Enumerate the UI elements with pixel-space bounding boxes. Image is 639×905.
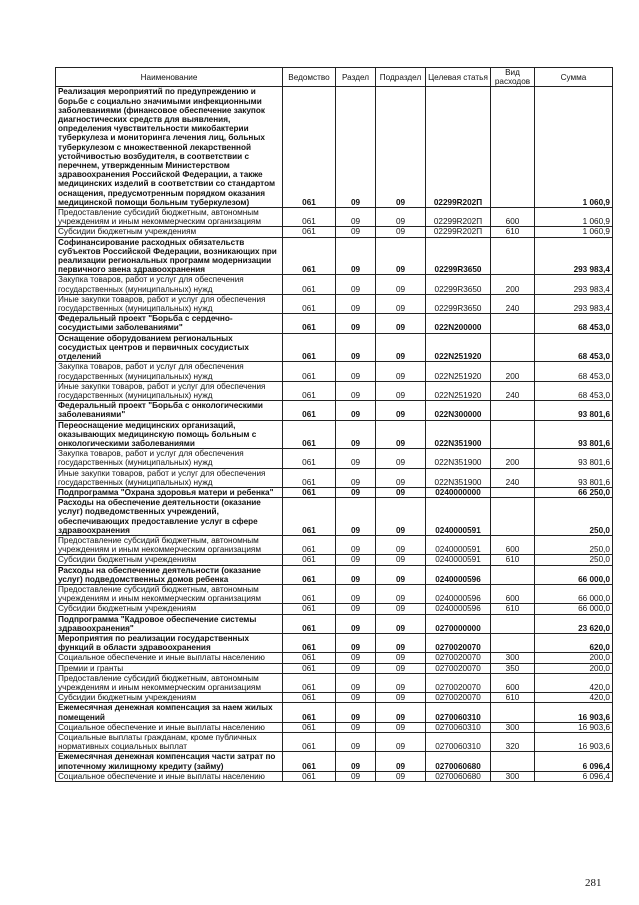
cell-exptype: 600 <box>491 584 535 603</box>
cell-subsection: 09 <box>376 633 426 652</box>
cell-exptype: 610 <box>491 555 535 565</box>
table-row <box>56 584 613 603</box>
cell-target: 0270020070 <box>426 633 491 652</box>
cell-section: 09 <box>336 614 376 633</box>
cell-subsection: 09 <box>376 333 426 362</box>
cell-exptype: 610 <box>491 604 535 614</box>
table-row <box>56 653 613 663</box>
cell-exptype <box>491 752 535 771</box>
cell-exptype: 610 <box>491 693 535 703</box>
cell-name: Подпрограмма "Охрана здоровья матери и ребенка" <box>56 487 283 497</box>
cell-section: 09 <box>336 604 376 614</box>
cell-exptype: 240 <box>491 468 535 487</box>
budget-table <box>55 67 613 782</box>
cell-section: 09 <box>336 565 376 584</box>
cell-dept: 061 <box>283 722 336 732</box>
cell-subsection: 09 <box>376 733 426 752</box>
cell-exptype <box>491 498 535 536</box>
table-row <box>56 535 613 554</box>
header-target: Целевая статья <box>426 68 491 87</box>
cell-name: Иные закупки товаров, работ и услуг для обеспечения государственных (муниципальных) нужд <box>56 294 283 313</box>
cell-target: 0270000000 <box>426 614 491 633</box>
cell-target: 02299R202П <box>426 87 491 208</box>
cell-subsection: 09 <box>376 498 426 536</box>
table-row <box>56 401 613 420</box>
cell-name: Закупка товаров, работ и услуг для обеспечения государственных (муниципальных) нужд <box>56 362 283 381</box>
cell-section: 09 <box>336 498 376 536</box>
cell-section: 09 <box>336 584 376 603</box>
cell-target: 0270060310 <box>426 722 491 732</box>
table-row <box>56 555 613 565</box>
cell-section: 09 <box>336 227 376 237</box>
cell-name: Иные закупки товаров, работ и услуг для обеспечения государственных (муниципальных) нужд <box>56 381 283 400</box>
cell-sum: 1 060,9 <box>535 87 613 208</box>
cell-exptype: 200 <box>491 449 535 468</box>
table-row <box>56 604 613 614</box>
cell-target: 022N251920 <box>426 362 491 381</box>
cell-sum: 93 801,6 <box>535 468 613 487</box>
cell-subsection: 09 <box>376 722 426 732</box>
cell-subsection: 09 <box>376 771 426 781</box>
cell-sum: 23 620,0 <box>535 614 613 633</box>
cell-target: 022N351900 <box>426 449 491 468</box>
table-row <box>56 362 613 381</box>
cell-name: Субсидии бюджетным учреждениям <box>56 555 283 565</box>
cell-section: 09 <box>336 771 376 781</box>
cell-exptype: 350 <box>491 663 535 673</box>
table-row <box>56 663 613 673</box>
cell-name: Подпрограмма "Кадровое обеспечение системы здравоохранения" <box>56 614 283 633</box>
cell-sum: 66 000,0 <box>535 584 613 603</box>
cell-subsection: 09 <box>376 693 426 703</box>
table-body <box>56 87 613 782</box>
cell-target: 0270060310 <box>426 703 491 722</box>
cell-dept: 061 <box>283 381 336 400</box>
cell-sum: 16 903,6 <box>535 733 613 752</box>
cell-dept: 061 <box>283 703 336 722</box>
cell-name: Реализация мероприятий по предупреждению и борьбе с социально значимыми инфекционными заболеваниями (финансовое обеспечение закупок диагностических средств для выявления, определения чувствительности микобактерии туберкулеза и мониторинга лечения лиц, больных туберкулезом с множественной лекарственной устойчивостью возбудителя, в соответствии с перечнем, утвержденным Министерством здравоохранения Российской Федерации, а также медицинских изделий в соответствии со стандартом оснащения, предусмотренным порядком оказания медицинской помощи больным туберкулезом) <box>56 87 283 208</box>
cell-section: 09 <box>336 555 376 565</box>
cell-dept: 061 <box>283 663 336 673</box>
cell-subsection: 09 <box>376 401 426 420</box>
cell-dept: 061 <box>283 468 336 487</box>
cell-target: 022N251920 <box>426 381 491 400</box>
cell-dept: 061 <box>283 565 336 584</box>
cell-exptype <box>491 237 535 275</box>
cell-name: Ежемесячная денежная компенсация за наем жилых помещений <box>56 703 283 722</box>
cell-subsection: 09 <box>376 653 426 663</box>
cell-dept: 061 <box>283 314 336 333</box>
cell-section: 09 <box>336 487 376 497</box>
cell-sum: 6 096,4 <box>535 752 613 771</box>
cell-dept: 061 <box>283 449 336 468</box>
cell-name: Федеральный проект "Борьба с онкологическими заболеваниями" <box>56 401 283 420</box>
cell-dept: 061 <box>283 771 336 781</box>
table-row <box>56 87 613 208</box>
header-dept: Ведомство <box>283 68 336 87</box>
cell-sum: 16 903,6 <box>535 722 613 732</box>
table-row <box>56 237 613 275</box>
cell-subsection: 09 <box>376 584 426 603</box>
table-row <box>56 722 613 732</box>
table-row <box>56 381 613 400</box>
cell-dept: 061 <box>283 733 336 752</box>
cell-target: 0240000596 <box>426 604 491 614</box>
cell-dept: 061 <box>283 633 336 652</box>
table-row <box>56 693 613 703</box>
cell-name: Предоставление субсидий бюджетным, автономным учреждениям и иным некоммерческим организациям <box>56 535 283 554</box>
table-row <box>56 227 613 237</box>
cell-dept: 061 <box>283 535 336 554</box>
table-row <box>56 673 613 692</box>
cell-sum: 1 060,9 <box>535 208 613 227</box>
cell-name: Переоснащение медицинских организаций, оказывающих медицинскую помощь больным с онкологическими заболеваниями <box>56 420 283 449</box>
cell-dept: 061 <box>283 555 336 565</box>
cell-exptype: 610 <box>491 227 535 237</box>
cell-target: 0240000596 <box>426 584 491 603</box>
cell-sum: 93 801,6 <box>535 449 613 468</box>
cell-name: Иные закупки товаров, работ и услуг для обеспечения государственных (муниципальных) нужд <box>56 468 283 487</box>
cell-sum: 200,0 <box>535 653 613 663</box>
cell-dept: 061 <box>283 498 336 536</box>
table-row <box>56 314 613 333</box>
cell-name: Субсидии бюджетным учреждениям <box>56 693 283 703</box>
table-row <box>56 468 613 487</box>
cell-exptype <box>491 614 535 633</box>
header-subsection: Подраздел <box>376 68 426 87</box>
cell-target: 022N351900 <box>426 420 491 449</box>
table-row <box>56 633 613 652</box>
cell-subsection: 09 <box>376 555 426 565</box>
header-name: Наименование <box>56 68 283 87</box>
cell-dept: 061 <box>283 604 336 614</box>
cell-sum: 420,0 <box>535 693 613 703</box>
cell-name: Социальное обеспечение и иные выплаты населению <box>56 722 283 732</box>
cell-target: 02299R3650 <box>426 237 491 275</box>
cell-section: 09 <box>336 722 376 732</box>
cell-target: 0240000591 <box>426 535 491 554</box>
cell-section: 09 <box>336 733 376 752</box>
table-row <box>56 333 613 362</box>
cell-name: Социальное обеспечение и иные выплаты населению <box>56 771 283 781</box>
cell-dept: 061 <box>283 237 336 275</box>
cell-exptype: 300 <box>491 653 535 663</box>
cell-subsection: 09 <box>376 227 426 237</box>
cell-section: 09 <box>336 633 376 652</box>
cell-name: Ежемесячная денежная компенсация части затрат по ипотечному жилищному кредиту (займу) <box>56 752 283 771</box>
cell-target: 02299R202П <box>426 227 491 237</box>
cell-subsection: 09 <box>376 703 426 722</box>
table-row <box>56 420 613 449</box>
cell-subsection: 09 <box>376 487 426 497</box>
cell-section: 09 <box>336 752 376 771</box>
table-row <box>56 565 613 584</box>
table-row <box>56 614 613 633</box>
cell-subsection: 09 <box>376 614 426 633</box>
table-row <box>56 703 613 722</box>
table-header <box>56 68 613 87</box>
cell-subsection: 09 <box>376 663 426 673</box>
cell-target: 0270020070 <box>426 653 491 663</box>
cell-exptype: 240 <box>491 294 535 313</box>
cell-sum: 6 096,4 <box>535 771 613 781</box>
cell-dept: 061 <box>283 275 336 294</box>
cell-sum: 66 250,0 <box>535 487 613 497</box>
cell-section: 09 <box>336 275 376 294</box>
cell-subsection: 09 <box>376 208 426 227</box>
cell-exptype: 300 <box>491 722 535 732</box>
cell-subsection: 09 <box>376 294 426 313</box>
cell-exptype <box>491 314 535 333</box>
cell-exptype: 200 <box>491 275 535 294</box>
cell-sum: 93 801,6 <box>535 401 613 420</box>
cell-dept: 061 <box>283 584 336 603</box>
cell-dept: 061 <box>283 87 336 208</box>
cell-target: 0240000000 <box>426 487 491 497</box>
cell-exptype: 600 <box>491 535 535 554</box>
cell-dept: 061 <box>283 333 336 362</box>
cell-section: 09 <box>336 663 376 673</box>
cell-sum: 68 453,0 <box>535 314 613 333</box>
cell-section: 09 <box>336 449 376 468</box>
cell-dept: 061 <box>283 294 336 313</box>
cell-target: 0270020070 <box>426 693 491 703</box>
table-row <box>56 733 613 752</box>
cell-target: 022N300000 <box>426 401 491 420</box>
cell-target: 0240000591 <box>426 555 491 565</box>
cell-sum: 68 453,0 <box>535 333 613 362</box>
cell-subsection: 09 <box>376 420 426 449</box>
table-row <box>56 294 613 313</box>
cell-sum: 293 983,4 <box>535 275 613 294</box>
cell-section: 09 <box>336 653 376 663</box>
cell-sum: 293 983,4 <box>535 294 613 313</box>
cell-sum: 250,0 <box>535 498 613 536</box>
cell-sum: 620,0 <box>535 633 613 652</box>
cell-sum: 16 903,6 <box>535 703 613 722</box>
cell-exptype: 300 <box>491 771 535 781</box>
cell-sum: 68 453,0 <box>535 381 613 400</box>
cell-section: 09 <box>336 401 376 420</box>
cell-section: 09 <box>336 237 376 275</box>
cell-subsection: 09 <box>376 449 426 468</box>
cell-exptype <box>491 333 535 362</box>
cell-subsection: 09 <box>376 381 426 400</box>
cell-name: Социальное обеспечение и иные выплаты населению <box>56 653 283 663</box>
cell-target: 02299R202П <box>426 208 491 227</box>
cell-target: 02299R3650 <box>426 294 491 313</box>
cell-target: 0270020070 <box>426 663 491 673</box>
cell-dept: 061 <box>283 208 336 227</box>
cell-sum: 66 000,0 <box>535 604 613 614</box>
table-row <box>56 208 613 227</box>
cell-dept: 061 <box>283 401 336 420</box>
cell-exptype <box>491 87 535 208</box>
page-number: 281 <box>585 877 602 889</box>
cell-dept: 061 <box>283 227 336 237</box>
cell-section: 09 <box>336 333 376 362</box>
cell-dept: 061 <box>283 653 336 663</box>
cell-subsection: 09 <box>376 535 426 554</box>
cell-subsection: 09 <box>376 87 426 208</box>
cell-name: Закупка товаров, работ и услуг для обеспечения государственных (муниципальных) нужд <box>56 449 283 468</box>
cell-exptype <box>491 487 535 497</box>
cell-name: Премии и гранты <box>56 663 283 673</box>
cell-target: 02299R3650 <box>426 275 491 294</box>
cell-exptype <box>491 633 535 652</box>
cell-section: 09 <box>336 468 376 487</box>
cell-exptype <box>491 565 535 584</box>
cell-sum: 420,0 <box>535 673 613 692</box>
cell-sum: 68 453,0 <box>535 362 613 381</box>
header-exptype: Вид расходов <box>491 68 535 87</box>
cell-sum: 250,0 <box>535 535 613 554</box>
cell-exptype <box>491 401 535 420</box>
cell-target: 0270060310 <box>426 733 491 752</box>
cell-section: 09 <box>336 673 376 692</box>
cell-subsection: 09 <box>376 565 426 584</box>
cell-target: 0270020070 <box>426 673 491 692</box>
cell-exptype <box>491 703 535 722</box>
cell-target: 0270060680 <box>426 771 491 781</box>
cell-name: Оснащение оборудованием региональных сосудистых центров и первичных сосудистых отделений <box>56 333 283 362</box>
cell-dept: 061 <box>283 420 336 449</box>
cell-name: Субсидии бюджетным учреждениям <box>56 604 283 614</box>
cell-target: 0240000596 <box>426 565 491 584</box>
cell-section: 09 <box>336 87 376 208</box>
header-row <box>56 68 613 87</box>
cell-name: Расходы на обеспечение деятельности (оказание услуг) подведомственных учреждений, обеспечивающих предоставление услуг в сфере здравоохранения <box>56 498 283 536</box>
table-row <box>56 752 613 771</box>
cell-section: 09 <box>336 420 376 449</box>
cell-name: Предоставление субсидий бюджетным, автономным учреждениям и иным некоммерческим организациям <box>56 208 283 227</box>
cell-name: Предоставление субсидий бюджетным, автономным учреждениям и иным некоммерческим организациям <box>56 673 283 692</box>
cell-name: Расходы на обеспечение деятельности (оказание услуг) подведомственных домов ребенка <box>56 565 283 584</box>
table-row <box>56 498 613 536</box>
cell-subsection: 09 <box>376 752 426 771</box>
table-row <box>56 771 613 781</box>
cell-subsection: 09 <box>376 604 426 614</box>
cell-dept: 061 <box>283 752 336 771</box>
cell-name: Социальные выплаты гражданам, кроме публичных нормативных социальных выплат <box>56 733 283 752</box>
cell-exptype: 200 <box>491 362 535 381</box>
cell-section: 09 <box>336 535 376 554</box>
cell-sum: 1 060,9 <box>535 227 613 237</box>
cell-subsection: 09 <box>376 673 426 692</box>
cell-section: 09 <box>336 693 376 703</box>
cell-section: 09 <box>336 314 376 333</box>
cell-section: 09 <box>336 362 376 381</box>
cell-section: 09 <box>336 703 376 722</box>
table-row <box>56 487 613 497</box>
cell-exptype <box>491 420 535 449</box>
cell-name: Предоставление субсидий бюджетным, автономным учреждениям и иным некоммерческим организациям <box>56 584 283 603</box>
table-row <box>56 449 613 468</box>
cell-exptype: 320 <box>491 733 535 752</box>
cell-target: 022N200000 <box>426 314 491 333</box>
cell-dept: 061 <box>283 673 336 692</box>
table-row <box>56 275 613 294</box>
cell-name: Субсидии бюджетным учреждениям <box>56 227 283 237</box>
cell-subsection: 09 <box>376 237 426 275</box>
cell-target: 0240000591 <box>426 498 491 536</box>
cell-name: Закупка товаров, работ и услуг для обеспечения государственных (муниципальных) нужд <box>56 275 283 294</box>
cell-dept: 061 <box>283 362 336 381</box>
cell-section: 09 <box>336 381 376 400</box>
cell-name: Мероприятия по реализации государственных функций в области здравоохранения <box>56 633 283 652</box>
cell-section: 09 <box>336 294 376 313</box>
cell-sum: 250,0 <box>535 555 613 565</box>
cell-sum: 93 801,6 <box>535 420 613 449</box>
cell-target: 022N251920 <box>426 333 491 362</box>
cell-sum: 200,0 <box>535 663 613 673</box>
cell-dept: 061 <box>283 614 336 633</box>
cell-subsection: 09 <box>376 275 426 294</box>
cell-name: Софинансирование расходных обязательств субъектов Российской Федерации, возникающих при реализации региональных программ модернизации первичного звена здравоохранения <box>56 237 283 275</box>
cell-subsection: 09 <box>376 314 426 333</box>
cell-subsection: 09 <box>376 362 426 381</box>
cell-exptype: 600 <box>491 673 535 692</box>
cell-sum: 66 000,0 <box>535 565 613 584</box>
header-section: Раздел <box>336 68 376 87</box>
cell-sum: 293 983,4 <box>535 237 613 275</box>
cell-name: Федеральный проект "Борьба с сердечно-сосудистыми заболеваниями" <box>56 314 283 333</box>
cell-dept: 061 <box>283 487 336 497</box>
cell-target: 022N351900 <box>426 468 491 487</box>
cell-subsection: 09 <box>376 468 426 487</box>
cell-exptype: 600 <box>491 208 535 227</box>
cell-target: 0270060680 <box>426 752 491 771</box>
header-sum: Сумма <box>535 68 613 87</box>
cell-section: 09 <box>336 208 376 227</box>
cell-exptype: 240 <box>491 381 535 400</box>
cell-dept: 061 <box>283 693 336 703</box>
